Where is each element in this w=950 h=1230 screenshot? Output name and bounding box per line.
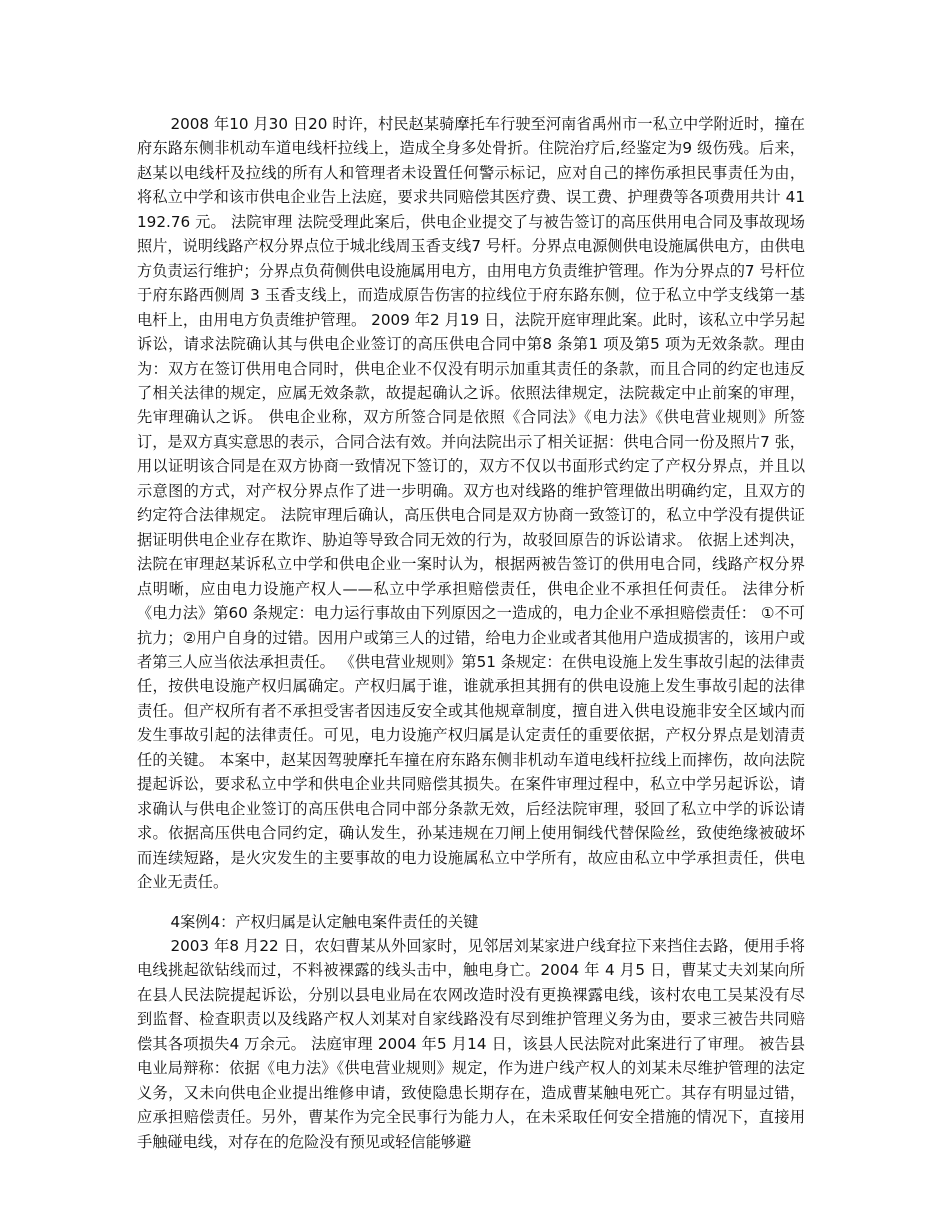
case-body-paragraph: 2008 年10 月30 日20 时许，村民赵某骑摩托车行驶至河南省禹州市一私立中学附近时，撞在府东路东侧非机动车道电线杆拉线上，造成全身多处骨折。住院治疗后,经鉴定为9 级伤残。后来，赵某以电线杆及拉线的所有人和管理者未设置任何警示标记，应对自己的摔伤承担民事责任为由，将私立中学和该市供电企业告上法庭，要求共同赔偿其医疗费、误工费、护理费等各项费用共计 41192.76 元。 法院审理 法院受理此案后，供电企业提交了与被告签订的高压供用电合同及事故现场照片，说明线路产权分界点位于城北线周玉香支线7 号杆。分界点电源侧供电设施属供电方，由供电方负责运行维护；分界点负荷侧供电设施属用电方，由用电方负责维护管理。作为分界点的7 号杆位于府东路西侧周 3 玉香支线上，而造成原告伤害的拉线位于府东路东侧，位于私立中学支线第一基电杆上，由用电方负责维护管理。 2009 年2 月19 日，法院开庭审理此案。此时，该私立中学另起诉讼，请求法院确认其与供电企业签订的高压供电合同中第8 条第1 项及第5 项为无效条款。理由为：双方在签订供用电合同时，供电企业不仅没有明示加重其责任的条款，而且合同的约定也违反了相关法律的规定，应属无效条款，故提起确认之诉。依照法律规定，法院裁定中止前案的审理，先审理确认之诉。 供电企业称，双方所签合同是依照《合同法》《电力法》《供电营业规则》所签订，是双方真实意思的表示，合同合法有效。并向法院出示了相关证据：供电合同一份及照片7 张，用以证明该合同是在双方协商一致情况下签订的，双方不仅以书面形式约定了产权分界点，并且以示意图的方式，对产权分界点作了进一步明确。双方也对线路的维护管理做出明确约定，且双方的约定符合法律规定。 法院审理后确认，高压供电合同是双方协商一致签订的，私立中学没有提供证据证明供电企业存在欺诈、胁迫等导致合同无效的行为，故驳回原告的诉讼请求。 依据上述判决，法院在审理赵某诉私立中学和供电企业一案时认为，根据两被告签订的供用电合同，线路产权分界点明晰，应由电力设施产权人——私立中学承担赔偿责任，供电企业不承担任何责任。 法律分析 《电力法》第60 条规定：电力运行事故由下列原因之一造成的，电力企业不承担赔偿责任： ①不可抗力；②用户自身的过错。因用户或第三人的过错，给电力企业或者其他用户造成损害的，该用户或者第三人应当依法承担责任。 《供电营业规则》第51 条规定：在供电设施上发生事故引起的法律责任，按供电设施产权归属确定。产权归属于谁，谁就承担其拥有的供电设施上发生事故引起的法律责任。但产权所有者不承担受害者因违反安全或其他规章制度，擅自进入供电设施非安全区域内而发生事故引起的法律责任。可见，电力设施产权归属是认定责任的重要依据，产权分界点是划清责任的关键。 本案中，赵某因驾驶摩托车撞在府东路东侧非机动车道电线杆拉线上而摔伤，故向法院提起诉讼，要求私立中学和供电企业共同赔偿其损失。在案件审理过程中，私立中学另起诉讼，请求确认与供电企业签订的高压供电合同中部分条款无效，后经法院审理，驳回了私立中学的诉讼请求。依据高压供电合同约定，确认发生，孙某违规在刀闸上使用铜线代替保险丝，致使绝缘被破坏而连续短路，是火灾发生的主要事故的电力设施属私立中学所有，故应由私立中学承担责任，供电企业无责任。 <box>137 115 805 892</box>
case4-heading: 4案例4：产权归属是认定触电案件责任的关键 <box>170 912 479 931</box>
case4-body-paragraph: 2003 年8 月22 日，农妇曹某从外回家时，见邻居刘某家进户线耷拉下来挡住去路，便用手将电线挑起欲钻线而过，不料被裸露的线头击中，触电身亡。2004 年 4 月5 日，曹某丈夫刘某向所在县人民法院提起诉讼，分别以县电业局在农网改造时没有更换裸露电线，该村农电工吴某没有尽到监督、检查职责以及线路产权人刘某对自家线路没有尽到维护管理义务为由，要求三被告共同赔偿其各项损失4 万余元。 法庭审理 2004 年5 月14 日，该县人民法院对此案进行了审理。 被告县电业局辩称：依据《电力法》《供电营业规则》规定，作为进户线产权人的刘某未尽维护管理的法定义务，又未向供电企业提出维修申请，致使隐患长期存在，造成曹某触电死亡。其存有明显过错，应承担赔偿责任。另外，曹某作为完全民事行为能力人，在未采取任何安全措施的情况下，直接用手触碰电线，对存在的危险没有预见或轻信能够避 <box>137 936 805 1151</box>
document-page <box>137 112 805 1154</box>
